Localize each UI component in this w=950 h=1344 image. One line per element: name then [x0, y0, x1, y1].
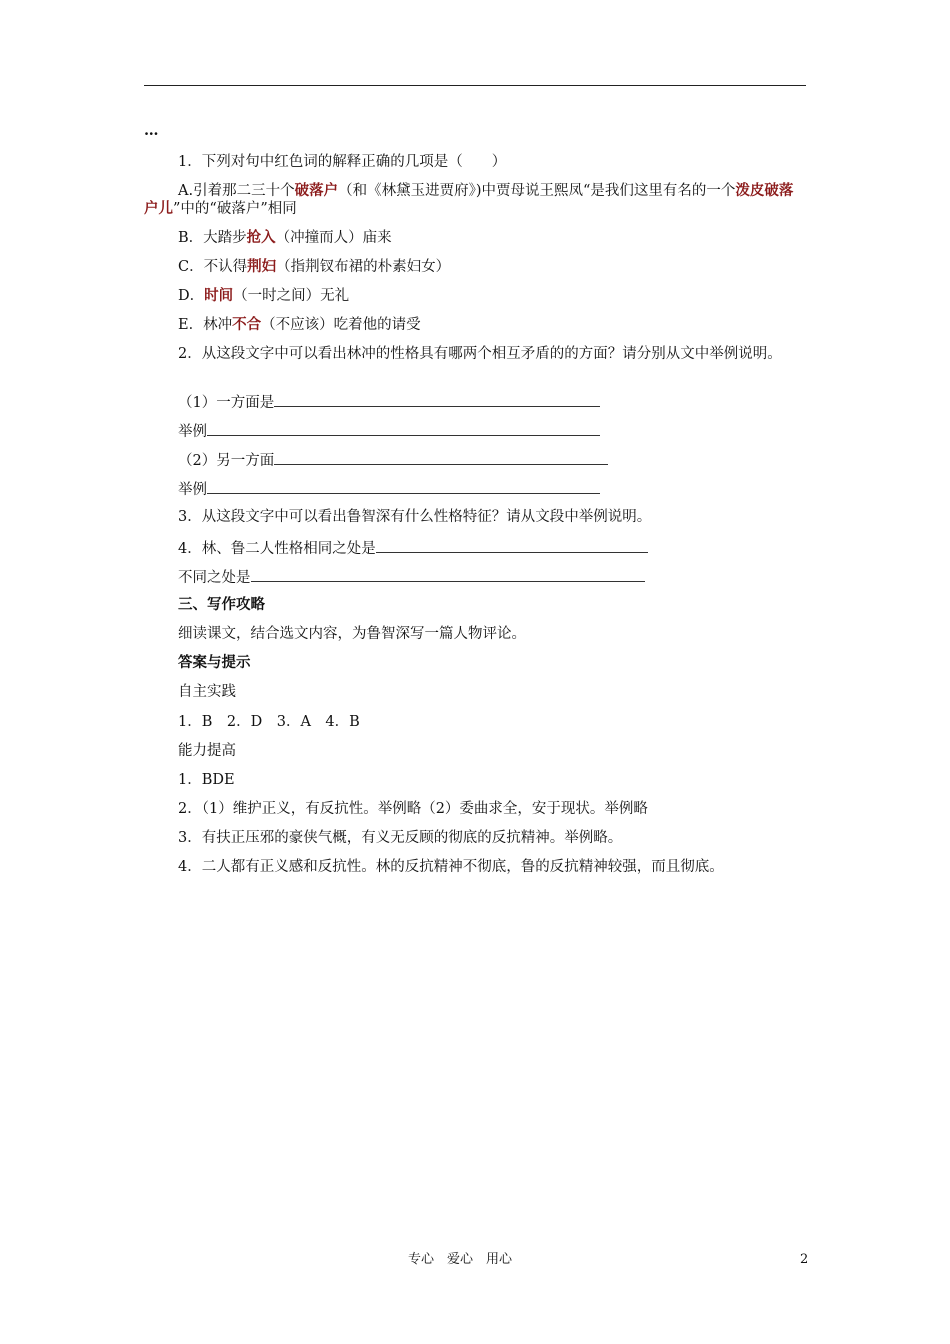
answers-subtitle-1: 自主实践	[178, 684, 236, 700]
question-1-option-b	[178, 229, 392, 247]
example-1-answer-blank	[207, 421, 600, 436]
example-1-label: 举例	[178, 424, 207, 440]
option-a-text-1: A.引着那二三十个	[178, 183, 295, 199]
option-c-text-1: C．不认得	[178, 259, 248, 275]
question-2-example-2	[178, 479, 600, 499]
question-1-option-a	[144, 182, 806, 218]
option-a-red-word-2: 泼皮破落户儿	[144, 182, 794, 217]
option-a-text-2: （和《林黛玉进贾府》)中贾母说王熙凤“是我们这里有名的一个	[338, 183, 736, 199]
question-2-example-1	[178, 421, 600, 441]
part-1-answer-blank	[274, 392, 600, 407]
question-1-option-e	[178, 316, 421, 334]
footer-motto: 专心 爱心 用心	[408, 1252, 513, 1267]
header-rule	[144, 85, 806, 86]
answer-4: 4．二人都有正义感和反抗性。林的反抗精神不彻底，鲁的反抗精神较强，而且彻底。	[178, 859, 724, 875]
option-e-text-2: （不应该）吃着他的请受	[261, 317, 421, 333]
question-4-same	[178, 538, 648, 558]
different-label: 不同之处是	[178, 570, 251, 586]
question-1-option-c	[178, 258, 450, 276]
option-c-text-2: （指荆钗布裙的朴素妇女）	[276, 259, 451, 275]
answer-1: 1．BDE	[178, 772, 235, 788]
answer-3: 3．有扶正压邪的豪侠气概，有义无反顾的彻底的反抗精神。举例略。	[178, 830, 623, 846]
option-e-red-word: 不合	[232, 316, 262, 333]
different-answer-blank	[251, 567, 645, 582]
ellipsis-text: …	[144, 122, 159, 139]
example-2-label: 举例	[178, 482, 207, 498]
option-d-text-2: （一时之间）无礼	[233, 288, 350, 304]
question-2-part-2	[178, 450, 608, 470]
same-answer-blank	[376, 538, 648, 553]
option-b-text-1: B．大踏步	[178, 230, 247, 246]
question-2-stem: 2．从这段文字中可以看出林冲的性格具有哪两个相互矛盾的的方面？请分别从文中举例说明。	[178, 346, 782, 362]
option-d-text-1: D．	[178, 288, 205, 304]
part-2-label: （2）另一方面	[178, 453, 275, 469]
answers-line-1: 1．B 2．D 3．A 4．B	[178, 714, 360, 730]
question-1-stem: 1．下列对句中红色词的解释正确的几项是（ ）	[178, 154, 507, 170]
answers-title: 答案与提示	[178, 654, 251, 671]
part-2-answer-blank	[274, 450, 608, 465]
option-e-text-1: E．林冲	[178, 317, 233, 333]
page-number: 2	[800, 1252, 809, 1267]
answers-subtitle-2: 能力提高	[178, 743, 236, 759]
section-3-title: 三、写作攻略	[178, 596, 265, 613]
question-1-option-d	[178, 287, 349, 305]
option-b-text-2: （冲撞而人）庙来	[275, 230, 392, 246]
option-a-text-3: ”中的“破落户”相同	[173, 201, 297, 217]
same-label: 4．林、鲁二人性格相同之处是	[178, 541, 376, 557]
question-2-part-1	[178, 392, 600, 412]
section-3-text: 细读课文，结合选文内容，为鲁智深写一篇人物评论。	[178, 626, 526, 642]
option-d-red-word: 时间	[204, 287, 234, 304]
answer-2: 2．（1）维护正义，有反抗性。举例略（2）委曲求全，安于现状。举例略	[178, 801, 648, 817]
part-1-label: （1）一方面是	[178, 395, 275, 411]
example-2-answer-blank	[207, 479, 600, 494]
question-3: 3．从这段文字中可以看出鲁智深有什么性格特征？请从文段中举例说明。	[178, 509, 652, 525]
option-c-red-word: 荆妇	[247, 258, 277, 275]
option-b-red-word: 抢入	[246, 229, 276, 246]
option-a-red-word-1: 破落户	[294, 182, 339, 199]
question-4-different	[178, 567, 645, 587]
